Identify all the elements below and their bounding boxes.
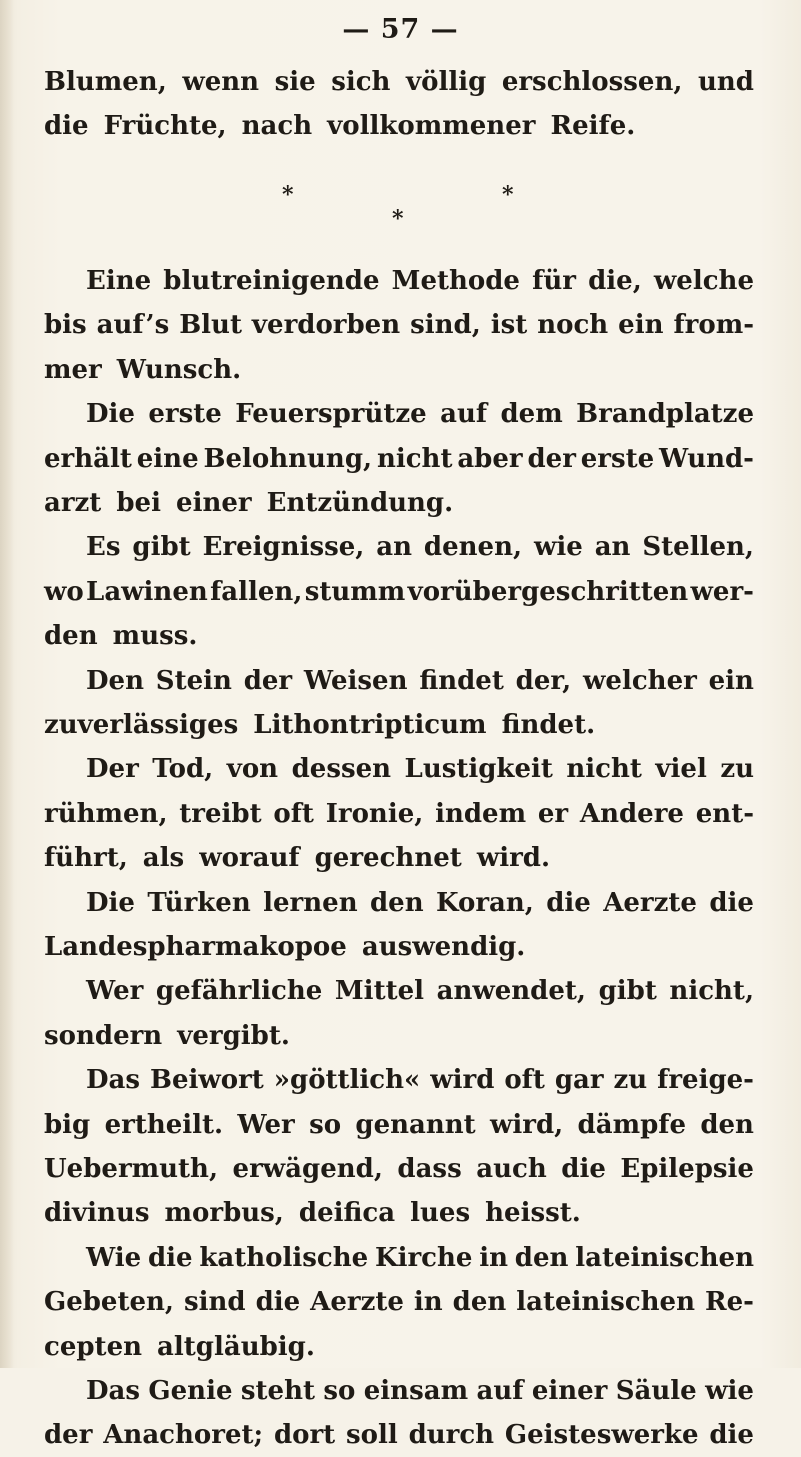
text-line: Die Türken lernen den Koran, die Aerzte die xyxy=(86,887,754,918)
separator-star-left: * xyxy=(282,182,294,208)
text-line: Das Beiwort »göttlich« wird oft gar zu freige- xyxy=(86,1065,754,1096)
separator-star-center: * xyxy=(392,206,404,232)
text-line: rühmen, treibt oft Ironie, indem er Andere ent- xyxy=(44,798,754,829)
text-line: bis auf’s Blut verdorben sind, ist noch ein from- xyxy=(44,310,754,341)
text-line: der Anachoret; dort soll durch Geisteswerke die xyxy=(44,1420,754,1451)
text-line: big ertheilt. Wer so genannt wird, dämpfe den xyxy=(44,1109,754,1140)
text-line: Wer gefährliche Mittel anwendet, gibt nicht, xyxy=(86,976,754,1007)
text-line: die Früchte, nach vollkommener Reife. xyxy=(44,111,636,141)
page-number: — 57 — xyxy=(342,14,459,45)
page-gutter-shadow xyxy=(0,0,14,1368)
text-line: Gebeten, sind die Aerzte in den lateinischen Re- xyxy=(44,1287,754,1318)
text-line: zuverlässiges Lithontripticum findet. xyxy=(44,710,596,740)
text-line: den muss. xyxy=(44,621,198,652)
text-line: Uebermuth, erwägend, dass auch die Epilepsie xyxy=(44,1154,754,1184)
text-line: Der Tod, von dessen Lustigkeit nicht viel zu xyxy=(86,754,754,785)
text-line: wo Lawinen fallen, stumm vorübergeschritten wer- xyxy=(44,576,754,607)
text-line: arzt bei einer Entzündung. xyxy=(44,488,454,518)
text-line: Blumen, wenn sie sich völlig erschlossen, und xyxy=(44,67,754,97)
text-line: sondern vergibt. xyxy=(44,1020,290,1051)
text-line: erhält eine Belohnung, nicht aber der erste Wund- xyxy=(44,443,754,474)
text-line: Landespharmakopoe auswendig. xyxy=(44,932,526,962)
text-line: führt, als worauf gerechnet wird. xyxy=(44,843,551,874)
separator-star-right: * xyxy=(502,182,514,208)
text-line: Eine blutreinigende Methode für die, welche xyxy=(86,266,754,296)
text-line: Die erste Feuersprütze auf dem Brandplatze xyxy=(86,399,754,430)
text-line: Den Stein der Weisen findet der, welcher ein xyxy=(86,665,754,696)
text-line: divinus morbus, deifica lues heisst. xyxy=(44,1198,581,1229)
text-line: Das Genie steht so einsam auf einer Säule wie xyxy=(86,1376,754,1406)
text-line: Es gibt Ereignisse, an denen, wie an Stellen, xyxy=(86,532,754,563)
text-line: Wie die katholische Kirche in den lateinischen xyxy=(86,1242,754,1273)
text-line: mer Wunsch. xyxy=(44,354,242,385)
text-line: cepten altgläubig. xyxy=(44,1331,315,1362)
